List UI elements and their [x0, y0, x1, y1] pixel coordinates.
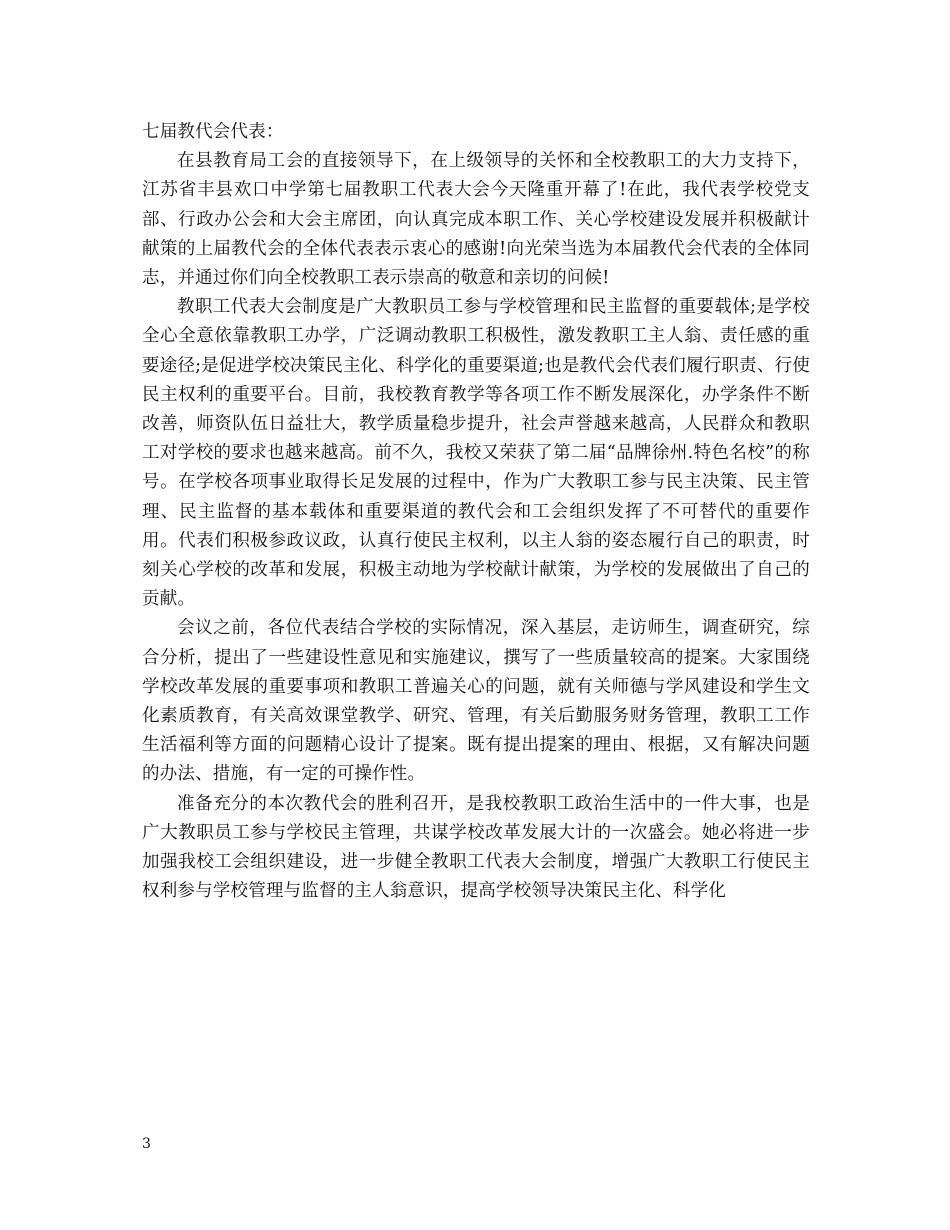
document-body [142, 118, 810, 906]
salutation: 七届教代会代表： [142, 122, 284, 142]
paragraph-4: 准备充分的本次教代会的胜利召开，是我校教职工政治生活中的一件大事，也是广大教职员工参与学校民主管理，共谋学校改革发展大计的一次盛会。她必将进一步加强我校工会组织建设，进一步健全教职工代表大会制度，增强广大教职工行使民主权利参与学校管理与监督的主人翁意识，提高学校领导决策民主化、科学化 [142, 793, 810, 902]
page-number: 3 [142, 1136, 151, 1152]
paragraph-3: 会议之前，各位代表结合学校的实际情况，深入基层，走访师生，调查研究，综合分析，提出了一些建设性意见和实施建议，撰写了一些质量较高的提案。大家围绕学校改革发展的重要事项和教职工普遍关心的问题，就有关师德与学风建设和学生文化素质教育，有关高效课堂教学、研究、管理，有关后勤服务财务管理，教职工工作生活福利等方面的问题精心设计了提案。既有提出提案的理由、根据，又有解决问题的办法、措施，有一定的可操作性。 [142, 618, 810, 785]
paragraph-1: 在县教育局工会的直接领导下，在上级领导的关怀和全校教职工的大力支持下，江苏省丰县欢口中学第七届教职工代表大会今天隆重开幕了!在此，我代表学校党支部、行政办公会和大会主席团，向认真完成本职工作、关心学校建设发展并积极献计献策的上届教代会的全体代表表示衷心的感谢!向光荣当选为本届教代会代表的全体同志，并通过你们向全校教职工表示崇高的敬意和亲切的问候! [142, 151, 810, 289]
paragraph-2: 教职工代表大会制度是广大教职员工参与学校管理和民主监督的重要载体;是学校全心全意依靠教职工办学，广泛调动教职工积极性，激发教职工主人翁、责任感的重要途径;是促进学校决策民主化、科学化的重要渠道;也是教代会代表们履行职责、行使民主权利的重要平台。目前，我校教育教学等各项工作不断发展深化，办学条件不断改善，师资队伍日益壮大，教学质量稳步提升，社会声誉越来越高，人民群众和教职工对学校的要求也越来越高。前不久，我校又荣获了第二届“品牌徐州.特色名校”的称号。在学校各项事业取得长足发展的过程中，作为广大教职工参与民主决策、民主管理、民主监督的基本载体和重要渠道的教代会和工会组织发挥了不可替代的重要作用。代表们积极参政议政，认真行使民主权利，以主人翁的姿态履行自己的职责，时刻关心学校的改革和发展，积极主动地为学校献计献策，为学校的发展做出了自己的贡献。 [142, 297, 810, 610]
